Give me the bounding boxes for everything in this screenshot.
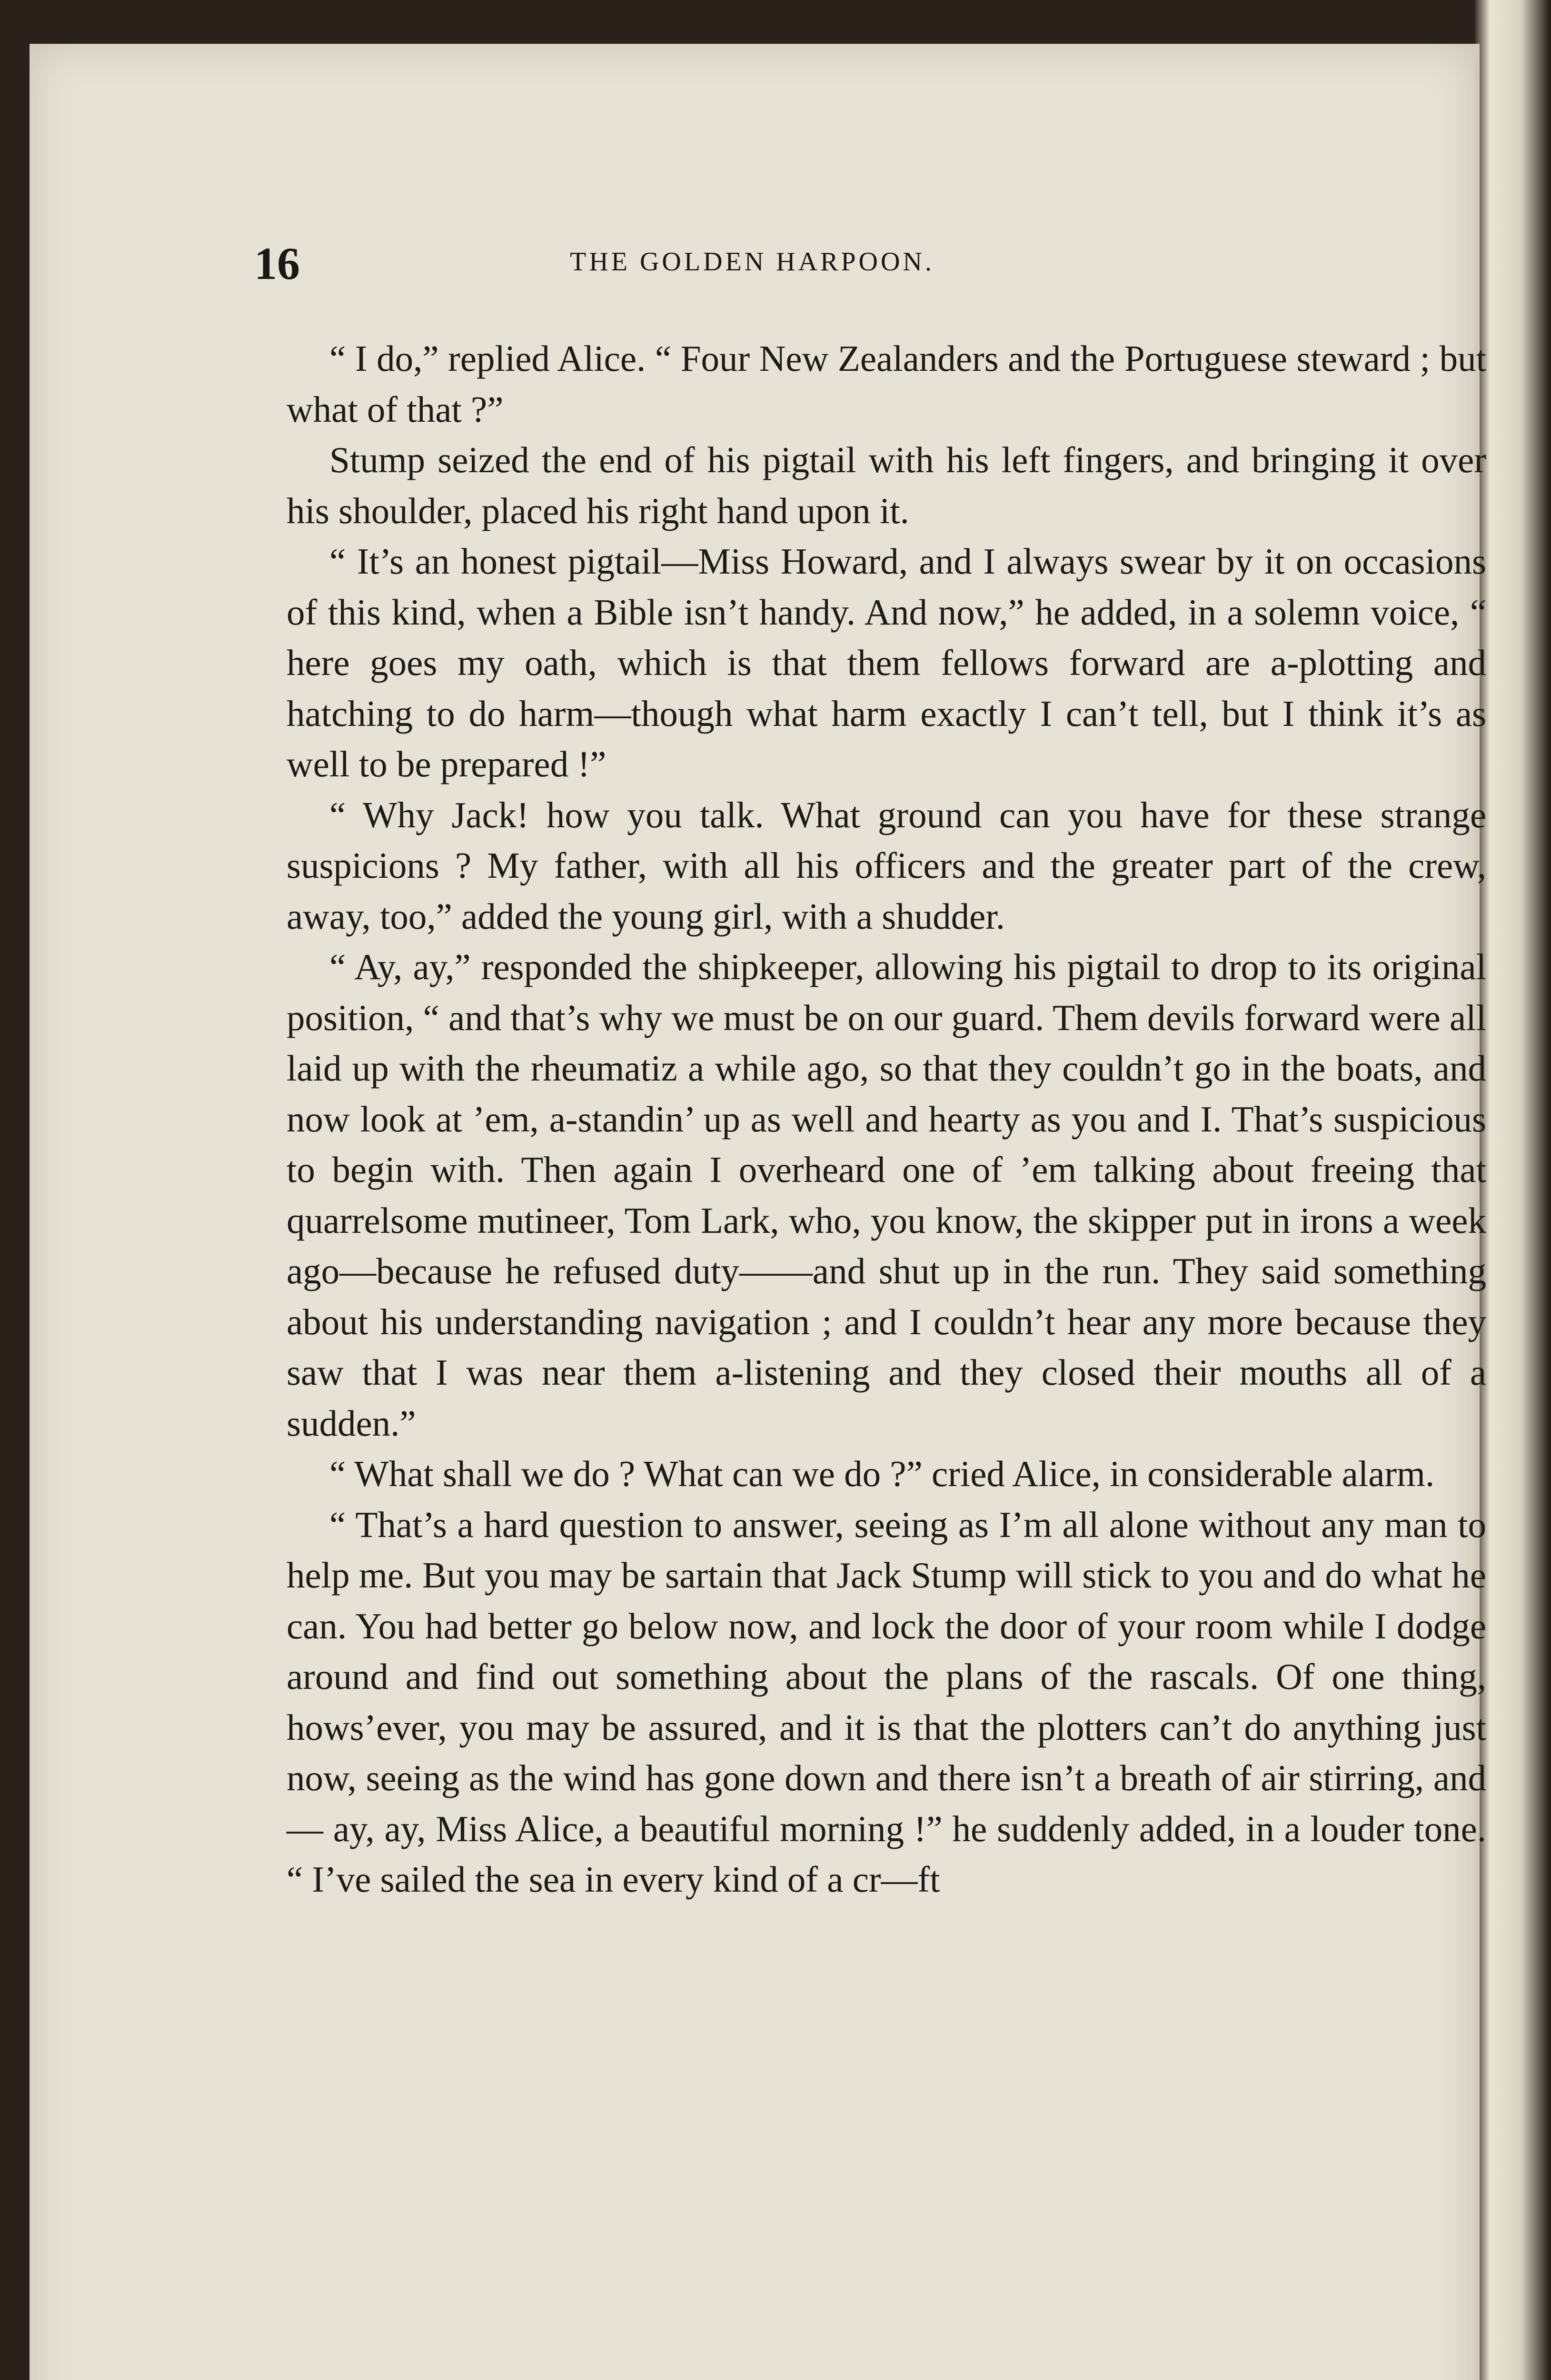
paragraph: “ What shall we do ? What can we do ?” cried Alice, in considerable alarm.: [329, 1453, 1435, 1494]
paragraph: “ Why Jack! how you talk. What ground can you have for these strange suspicions ? My father, with all his officers and the greater part of the crew, away, too,” added the young girl, with a shudder.: [287, 794, 1486, 937]
page-header: [30, 191, 1475, 287]
paragraph: “ It’s an honest pigtail—Miss Howard, and I always swear by it on occasions of this kind, when a Bible isn’t handy. And now,” he added, in a solemn voice, “ here goes my oath, which is that them fellows forward are a-plotting and hatching to do harm—though what harm exactly I can’t tell, but I think it’s as well to be prepared !”: [287, 541, 1486, 784]
book-page: [30, 44, 1486, 2380]
book-edge: [1475, 0, 1551, 2380]
running-title: THE GOLDEN HARPOON.: [570, 247, 935, 277]
page-number: 16: [254, 238, 300, 289]
paragraph: “ Ay, ay,” responded the shipkeeper, allowing his pigtail to drop to its original position, “ and that’s why we must be on our guard. Them devils forward were all laid up with the rheumatiz a while ago, so that they couldn’t go in the boats, and now look at ’em, a-standin’ up as well and hearty as you and I. That’s suspicious to begin with. Then again I overheard one of ’em talking about freeing that quarrelsome mutineer, Tom Lark, who, you know, the skipper put in irons a week ago—because he refused duty——and shut up in the run. They said something about his understanding navigation ; and I couldn’t hear any more because they saw that I was near them a-listening and they closed their mouths all of a sudden.”: [287, 946, 1486, 1444]
paragraph: “ I do,” replied Alice. “ Four New Zealanders and the Portuguese steward ; but what of that ?”: [287, 338, 1486, 430]
paragraph: “ That’s a hard question to answer, seeing as I’m all alone without any man to help me. But you may be sartain that Jack Stump will stick to you and do what he can. You had better go below now, and lock the door of your room while I dodge around and find out something about the plans of the rascals. Of one thing, hows’ever, you may be assured, and it is that the plotters can’t do anything just now, seeing as the wind has gone down and there isn’t a breath of air stirring, and— ay, ay, Miss Alice, a beautiful morning !” he suddenly added, in a louder tone. “ I’ve sailed the sea in every kind of a cr—ft: [287, 1504, 1486, 1900]
body-text: [287, 333, 1486, 1905]
paragraph: Stump seized the end of his pigtail with his left fingers, and bringing it over his shoulder, placed his right hand upon it.: [287, 439, 1486, 531]
